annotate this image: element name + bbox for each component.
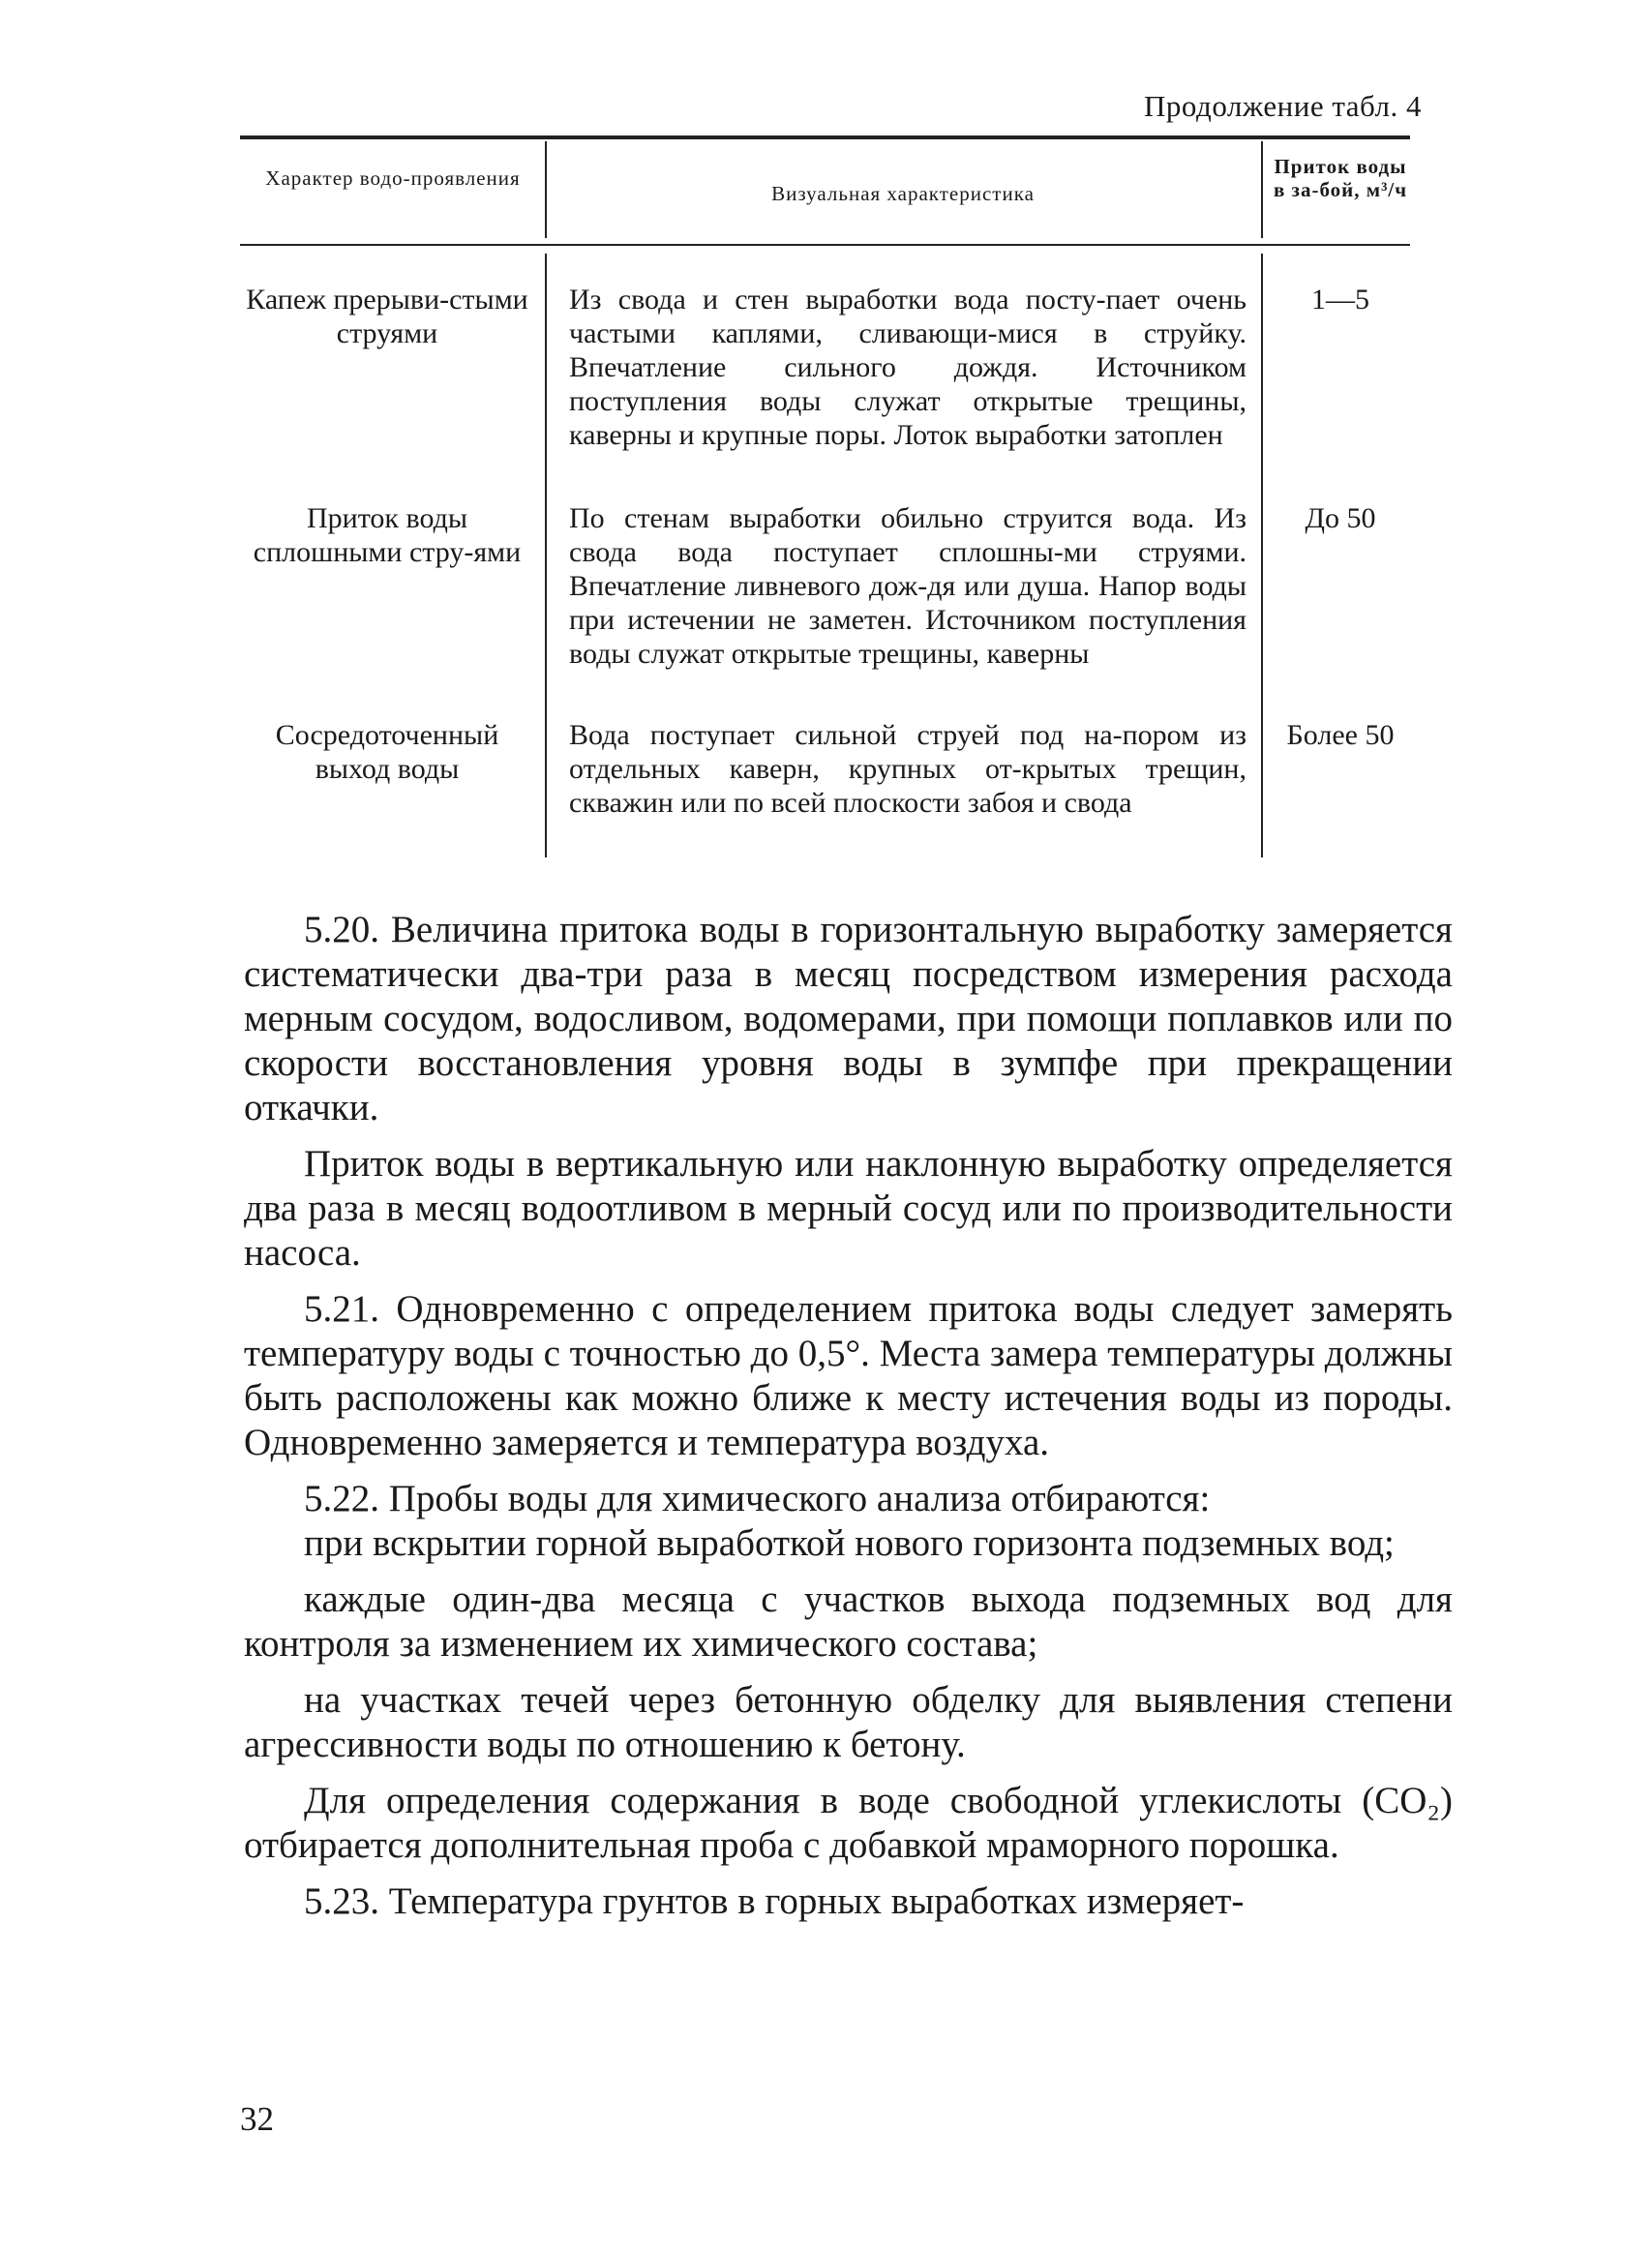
list-item: на участках течей через бетонную обделку для выявления степени агрессивности воды по отношению к бетону. <box>244 1679 1453 1765</box>
continuation-label: Продолжение табл. 4 <box>1144 89 1422 123</box>
inflow-cell: 1—5 <box>1311 284 1369 316</box>
table-top-rule <box>240 135 1410 139</box>
column-divider <box>1261 141 1263 238</box>
description-cell: Из свода и стен выработки вода посту-пает очень частыми каплями, сливающи-мися в струйку. Впечатление сильного дождя. Источником поступления воды служат открытые трещины, каверны и крупные поры. Лоток выработки затоплен <box>569 284 1247 451</box>
column-divider <box>1261 254 1263 857</box>
body-text <box>244 908 1453 1936</box>
table-header-description: Визуальная характеристика <box>771 182 1035 205</box>
water-type-cell: Капеж прерыви-стыми струями <box>246 284 528 349</box>
column-divider <box>545 141 547 238</box>
description-cell: Вода поступает сильной струей под на-пором из отдельных каверн, крупных от-крытых трещин, скважин или по всей плоскости забоя и свода <box>569 719 1247 819</box>
water-type-cell: Приток воды сплошными стру-ями <box>253 502 522 568</box>
table-header-inflow: Приток воды в за-бой, м³/ч <box>1273 155 1408 201</box>
list-item: каждые один-два месяца с участков выхода подземных вод для контроля за изменением их химического состава; <box>244 1578 1453 1665</box>
table-header-type: Характер водо-проявления <box>265 166 521 190</box>
list-item: при вскрытии горной выработкой нового горизонта подземных вод; <box>304 1522 1395 1564</box>
description-cell: По стенам выработки обильно струится вода. Из свода вода поступает сплошны-ми струями. Впечатление ливневого дож-дя или душа. Напор воды при истечении не заметен. Источником поступления воды служат открытые трещины, каверны <box>569 502 1247 670</box>
paragraph: Приток воды в вертикальную или наклонную выработку определяется два раза в месяц водоотливом в мерный сосуд или по производительности насоса. <box>244 1143 1453 1274</box>
paragraph-5-22: 5.22. Пробы воды для химического анализа отбираются: <box>304 1478 1211 1519</box>
paragraph: Для определения содержания в воде свободной углекислоты (CO₂) отбирается дополнительная проба с добавкой мраморного порошка. <box>244 1780 1453 1866</box>
table-header-rule <box>240 244 1410 246</box>
inflow-cell: До 50 <box>1305 502 1376 534</box>
water-type-cell: Сосредоточенный выход воды <box>275 719 499 785</box>
paragraph-5-21: 5.21. Одновременно с определением притока воды следует замерять температуру воды с точностью до 0,5°. Места замера температуры должны быть расположены как можно ближе к месту истечения воды из породы. Одновременно замеряется и температура воздуха. <box>244 1288 1454 1463</box>
paragraph-5-20: 5.20. Величина притока воды в горизонтальную выработку замеряется систематически два-три раза в месяц посредством измерения расхода мерным сосудом, водосливом, водомерами, при помощи поплавков или по скорости восстановления уровня воды в зумпфе при прекращении откачки. <box>244 909 1453 1128</box>
paragraph-5-23: 5.23. Температура грунтов в горных выработках измеряет- <box>304 1880 1245 1922</box>
column-divider <box>545 254 547 857</box>
inflow-cell: Более 50 <box>1286 719 1395 751</box>
page-number: 32 <box>240 2100 274 2138</box>
